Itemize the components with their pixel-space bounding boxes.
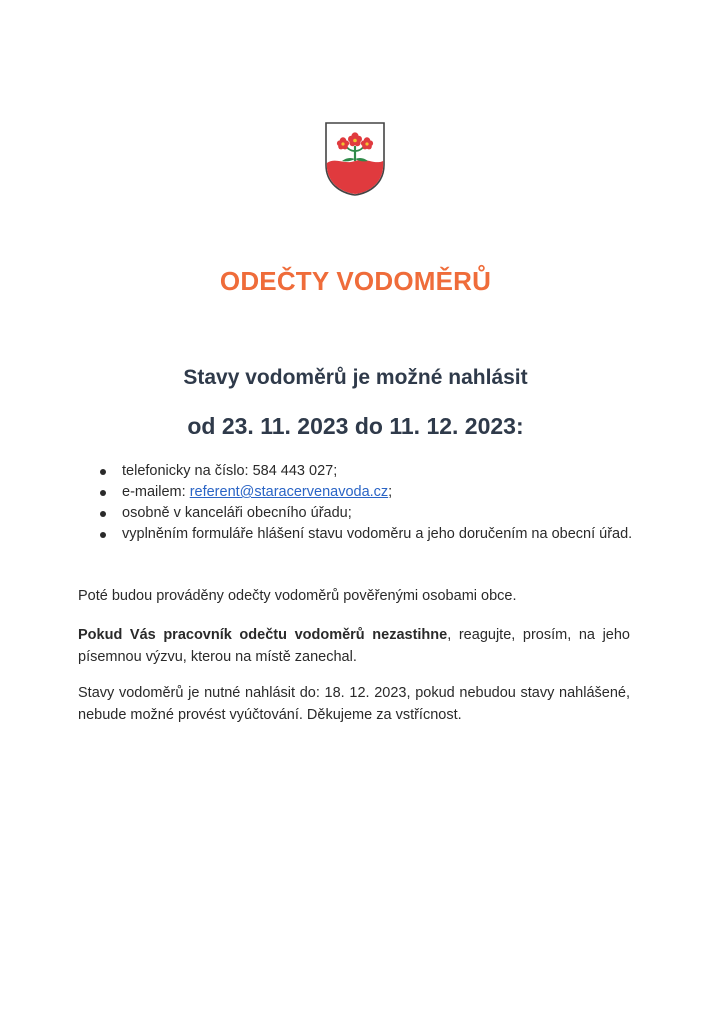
list-item-text: osobně v kanceláři obecního úřadu; xyxy=(122,505,352,521)
paragraph-readings: Poté budou prováděny odečty vodoměrů pověřenými osobami obce. xyxy=(78,588,517,604)
bullet-icon xyxy=(100,490,106,496)
paragraph-deadline: Stavy vodoměrů je nutné nahlásit do: 18. 12. 2023, pokud nebudou stavy nahlášené, nebude možné provést vyúčtování. Děkujeme za vstřícnost. xyxy=(78,685,630,723)
page-title: ODEČTY VODOMĚRŮ xyxy=(219,266,492,296)
list-item-email xyxy=(96,482,656,503)
bullet-icon xyxy=(100,511,106,517)
list-item-form xyxy=(96,524,656,545)
list-item-suffix: ; xyxy=(388,484,393,500)
bullet-icon xyxy=(100,532,106,538)
list-item-text: telefonicky na číslo: 584 443 027; xyxy=(122,463,338,479)
list-item-phone xyxy=(96,461,656,482)
list-item-text: vyplněním formuláře hlášení stavu vodoměru a jeho doručením na obecní úřad. xyxy=(122,526,633,542)
email-link[interactable]: referent@staracervenavoda.cz xyxy=(189,484,389,500)
subtitle-line-1: Stavy vodoměrů je možné nahlásit xyxy=(183,366,528,389)
paragraph-bold-text: Pokud Vás pracovník odečtu vodoměrů nezastihne xyxy=(78,627,448,643)
subtitle-line-2: od 23. 11. 2023 do 11. 12. 2023: xyxy=(187,413,524,439)
coat-of-arms-icon xyxy=(324,121,386,197)
paragraph-not-reached xyxy=(78,624,630,668)
bullet-icon xyxy=(100,469,106,475)
paragraph-text: , reagujte, prosím, na jeho písemnou výzvu, kterou na místě zanechal. xyxy=(78,627,630,665)
list-item-text: e-mailem: xyxy=(122,484,190,500)
reporting-methods-list xyxy=(96,461,656,545)
list-item-in-person xyxy=(96,503,656,524)
